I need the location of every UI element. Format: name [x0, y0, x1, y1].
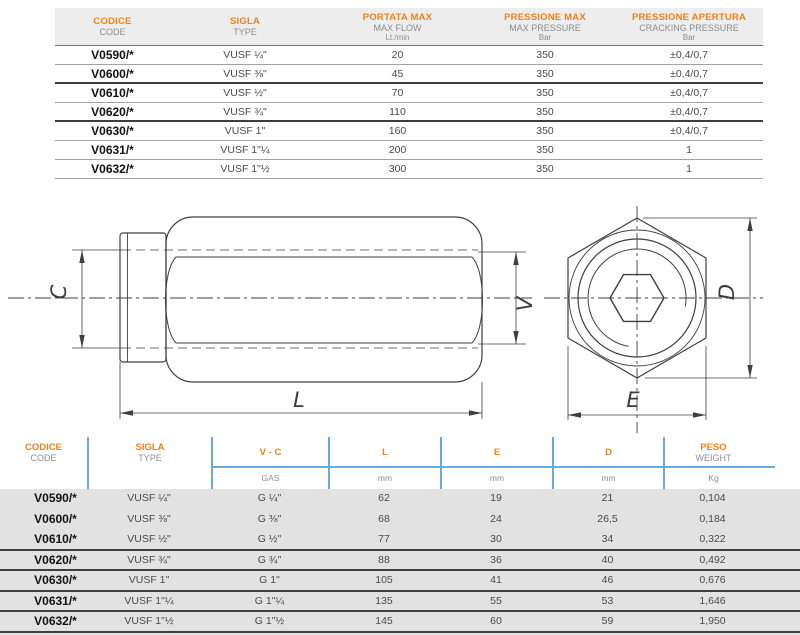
table-cell: ±0,4/0,7	[670, 49, 708, 61]
header-unit	[89, 467, 211, 489]
header-dim-d	[552, 437, 663, 489]
table-row	[0, 551, 800, 572]
header-sub: CODE	[30, 452, 57, 463]
table-cell: 88	[378, 553, 390, 566]
table-cell: 77	[378, 533, 390, 545]
table-cell: ±0,4/0,7	[670, 106, 708, 118]
header-main: D	[605, 446, 612, 458]
table-row	[55, 122, 763, 141]
header-divider-line	[211, 466, 775, 468]
table-cell: 0,492	[699, 553, 726, 566]
header-main: SIGLA	[229, 16, 261, 27]
header-dim-l	[328, 437, 440, 489]
table-cell: 0,322	[699, 533, 726, 545]
table-row	[55, 46, 763, 65]
table-row	[55, 84, 763, 103]
table-cell: V0610/*	[34, 532, 77, 546]
table-cell: V0600/*	[34, 511, 77, 526]
table-cell: 45	[391, 68, 404, 80]
table-cell: VUSF ¾"	[127, 553, 171, 566]
header-unit: mm	[489, 473, 505, 483]
header-unit: Bar	[538, 32, 552, 42]
table-cell: 1,646	[699, 594, 726, 607]
table-cell: 24	[490, 512, 502, 525]
header-peso	[663, 437, 800, 489]
header-unit	[0, 467, 87, 489]
header-sub: TYPE	[138, 452, 162, 463]
table-cell: 53	[601, 594, 614, 607]
header-main: L	[382, 446, 388, 458]
header-sub: MAX PRESSURE	[509, 22, 581, 33]
table-cell: VUSF 1"	[224, 125, 266, 137]
header-unit: mm	[601, 473, 616, 483]
table-cell: VUSF 1"¼	[124, 594, 174, 607]
table-cell: 34	[601, 533, 614, 545]
table-cell: V0620/*	[34, 552, 77, 567]
table-cell: 300	[388, 163, 407, 175]
table-cell: 21	[601, 492, 614, 504]
table-cell: 62	[378, 492, 390, 504]
table-cell: 0,104	[699, 492, 726, 504]
table-cell: VUSF ¾"	[223, 106, 267, 118]
header-pressione-apertura	[615, 8, 763, 45]
table-cell: G ¾"	[257, 553, 282, 566]
table-cell: 41	[490, 574, 502, 586]
table-row	[0, 489, 800, 510]
header-sub: CRACKING PRESSURE	[639, 22, 739, 33]
header-portata	[320, 8, 475, 45]
table-cell: G 1"¼	[254, 594, 285, 607]
table-cell: G ⅜"	[257, 512, 282, 525]
table-row	[55, 103, 763, 122]
table-row	[0, 510, 800, 531]
label-d: D	[715, 283, 739, 301]
dimension-e	[568, 346, 706, 420]
header-codice	[55, 8, 170, 45]
table-cell: 59	[601, 615, 614, 627]
table-cell: VUSF ¼"	[127, 492, 171, 504]
table-cell: G 1"	[259, 574, 280, 586]
header-main: SIGLA	[135, 441, 165, 453]
table-cell: 19	[490, 492, 502, 504]
table-row	[0, 530, 800, 551]
header-unit: mm	[377, 473, 393, 483]
dimension-l	[120, 362, 482, 419]
table-cell: 1,950	[699, 615, 726, 627]
table-cell: G ½"	[257, 533, 282, 545]
table-cell: 350	[536, 125, 554, 137]
table-cell: 68	[378, 512, 390, 525]
table-cell: 110	[389, 106, 406, 118]
table-cell: 26,5	[597, 512, 618, 525]
table-cell: 40	[601, 553, 614, 566]
header-sub: MAX FLOW	[373, 22, 422, 33]
header-unit: Lt./min	[385, 32, 410, 42]
header-main: PRESSIONE APERTURA	[631, 11, 747, 23]
table-cell: 200	[388, 144, 407, 156]
label-v: V	[513, 296, 537, 312]
label-e: E	[626, 388, 640, 412]
table-cell: V0610/*	[91, 86, 134, 100]
table-cell: VUSF ⅜"	[127, 512, 171, 525]
table-cell: 350	[536, 106, 554, 118]
table-cell: 350	[536, 144, 554, 156]
flow-table-header	[55, 8, 763, 46]
table-cell: VUSF ¼"	[223, 49, 267, 61]
table-cell: 160	[388, 125, 407, 137]
table-cell: 1	[686, 144, 692, 156]
table-cell: 0,676	[699, 574, 726, 586]
table-cell: VUSF 1"	[128, 574, 170, 586]
table-cell: 0,184	[699, 512, 726, 525]
flow-table-rows	[55, 46, 763, 179]
table-cell: ±0,4/0,7	[670, 125, 708, 137]
table-cell: 20	[391, 49, 404, 61]
table-cell: ±0,4/0,7	[670, 87, 708, 99]
table-cell: V0631/*	[91, 143, 134, 157]
table-cell: V0632/*	[91, 162, 134, 176]
table-cell: VUSF 1"¼	[220, 144, 270, 156]
table-row	[55, 65, 763, 84]
valve-end-view	[544, 206, 763, 433]
table-cell: V0620/*	[91, 105, 134, 119]
table-cell: V0632/*	[34, 614, 77, 628]
table-row	[55, 160, 763, 179]
table-cell: 145	[375, 615, 393, 627]
header-main: E	[493, 446, 501, 458]
table-cell: VUSF 1"½	[220, 163, 270, 175]
header-dim-e	[440, 437, 552, 489]
header-main: PESO	[700, 441, 727, 453]
table-cell: VUSF ⅜"	[223, 68, 267, 80]
table-cell: V0600/*	[91, 67, 134, 81]
table-cell: VUSF ½"	[127, 533, 171, 545]
table-cell: 30	[490, 533, 502, 545]
header-sigla	[87, 437, 211, 489]
table-cell: 70	[391, 87, 404, 99]
dimension-c	[72, 250, 122, 348]
table-cell: 350	[536, 49, 554, 61]
header-codice	[0, 437, 87, 489]
header-main: V - C	[259, 446, 282, 458]
dimension-d	[643, 218, 757, 378]
table-cell: 36	[490, 553, 502, 566]
table-row	[55, 141, 763, 160]
table-cell: G ¼"	[257, 492, 282, 504]
header-main: PRESSIONE MAX	[504, 11, 586, 23]
table-cell: 350	[536, 68, 554, 80]
table-cell: 350	[536, 87, 554, 99]
table-cell: 135	[375, 594, 393, 607]
dimensions-table-header	[0, 437, 800, 489]
header-sub: CODE	[99, 27, 126, 37]
table-cell: VUSF ½"	[223, 87, 267, 99]
dimensions-table-rows	[0, 489, 800, 635]
table-cell: V0630/*	[91, 124, 134, 138]
table-cell: 105	[375, 574, 393, 586]
label-c: C	[47, 284, 71, 300]
header-vc	[211, 437, 328, 489]
dimension-v	[478, 252, 526, 344]
table-cell: 350	[536, 163, 554, 175]
table-cell: ±0,4/0,7	[670, 68, 708, 80]
table-cell: V0590/*	[34, 491, 77, 505]
table-row	[0, 612, 800, 633]
table-cell: VUSF 1"½	[124, 615, 174, 627]
header-main: CODICE	[93, 16, 132, 27]
table-cell: 1	[686, 163, 692, 175]
header-main: PORTATA MAX	[362, 11, 433, 23]
table-row	[0, 592, 800, 613]
header-unit: Kg	[708, 473, 719, 483]
header-sub: WEIGHT	[695, 452, 732, 463]
header-main: CODICE	[25, 441, 62, 453]
header-unit: Bar	[682, 32, 696, 42]
label-l: L	[293, 388, 305, 412]
header-unit: GAS	[261, 473, 280, 483]
table-cell: 55	[490, 594, 502, 607]
table-cell: V0590/*	[91, 48, 134, 62]
table-cell: V0631/*	[34, 593, 77, 608]
header-sub: TYPE	[233, 27, 257, 37]
table-cell: G 1"½	[254, 615, 285, 627]
valve-side-view	[8, 217, 532, 419]
header-sigla	[170, 8, 320, 45]
table-cell: 60	[490, 615, 502, 627]
table-row	[0, 571, 800, 592]
header-pressione-max	[475, 8, 615, 45]
table-cell: 46	[601, 574, 614, 586]
table-cell: V0630/*	[34, 573, 77, 587]
